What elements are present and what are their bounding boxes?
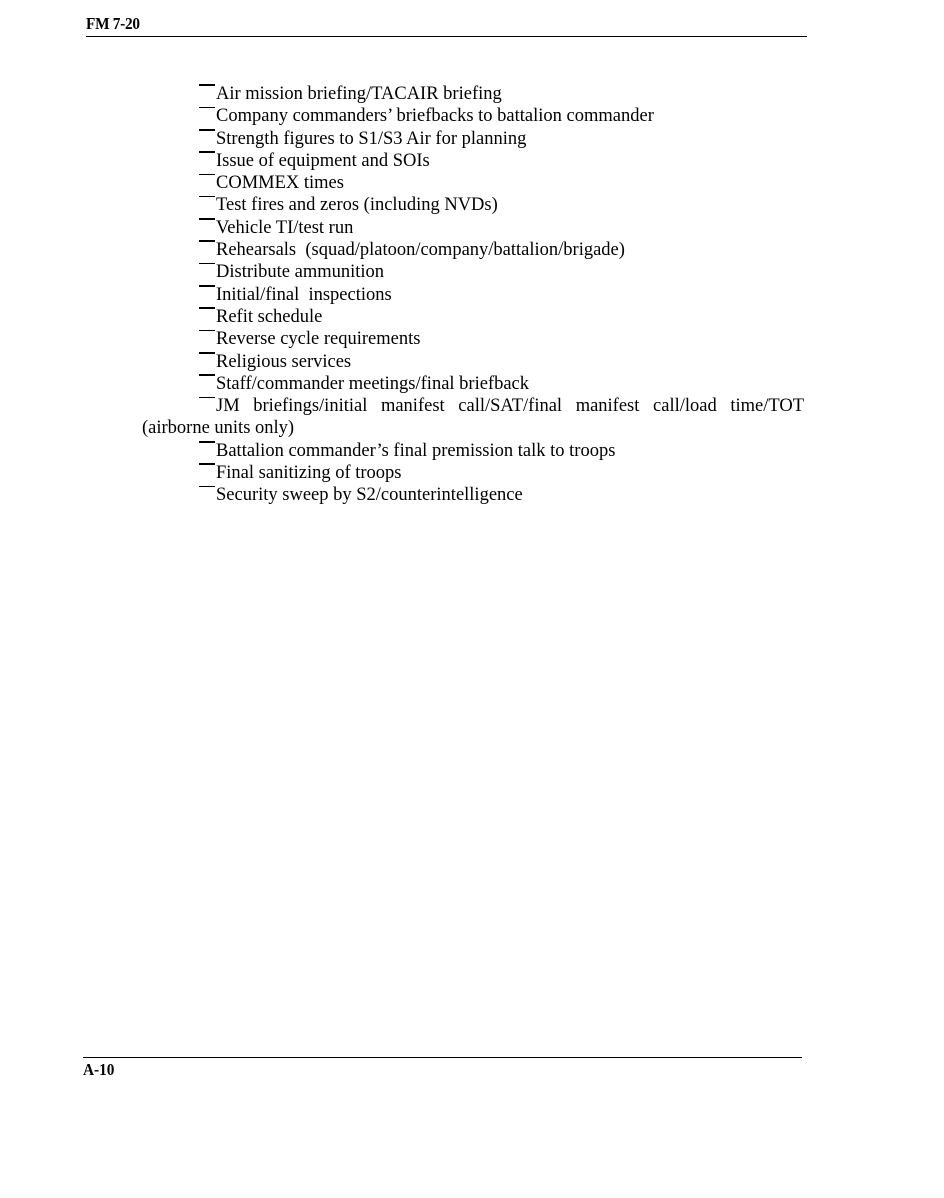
list-item: [142, 440, 804, 462]
list-item-text: Rehearsals (squad/platoon/company/battalion/brigade): [216, 240, 625, 261]
list-item-text: Security sweep by S2/counterintelligence: [216, 485, 523, 506]
list-item: [142, 306, 804, 328]
dash-bullet: [199, 486, 215, 488]
dash-bullet: [199, 463, 215, 465]
dash-bullet: [199, 441, 215, 443]
list-item: [142, 83, 804, 105]
list-item: [142, 395, 804, 440]
list-item-text: Refit schedule: [216, 306, 323, 327]
list-item: [142, 284, 804, 306]
list-item: [142, 328, 804, 350]
dash-bullet: [199, 374, 215, 376]
list-item-text: JM briefings/initial manifest call/SAT/final manifest call/load time/TOT (airborne units only): [142, 396, 804, 439]
list-item-text: COMMEX times: [216, 173, 344, 194]
list-item-text: Religious services: [216, 351, 352, 372]
list-item-text: Final sanitizing of troops: [216, 463, 402, 484]
list-item: [142, 484, 804, 506]
list-item: [142, 351, 804, 373]
list-item-text: Initial/final inspections: [216, 284, 392, 305]
dash-bullet: [199, 263, 215, 265]
list-item: [142, 261, 804, 283]
page-header: [86, 12, 807, 37]
list-item-text: Air mission briefing/TACAIR briefing: [216, 84, 502, 104]
dash-bullet: [199, 285, 215, 287]
page-number: A-10: [83, 1060, 115, 1079]
dash-bullet: [199, 196, 215, 198]
checklist: [142, 83, 804, 507]
dash-bullet: [199, 330, 215, 332]
list-item: [142, 105, 804, 127]
dash-bullet: [199, 240, 215, 242]
list-item: [142, 150, 804, 172]
dash-bullet: [199, 307, 215, 309]
dash-bullet: [199, 129, 215, 131]
list-item-text: Vehicle TI/test run: [216, 217, 354, 238]
list-item: [142, 172, 804, 194]
list-item-text: Test fires and zeros (including NVDs): [216, 195, 498, 216]
dash-bullet: [199, 352, 215, 354]
list-item: [142, 194, 804, 216]
list-item: [142, 217, 804, 239]
list-item: [142, 239, 804, 261]
list-item-text: Reverse cycle requirements: [216, 329, 421, 350]
list-item-text: Company commanders’ briefbacks to battalion commander: [216, 106, 654, 127]
list-item-text: Staff/commander meetings/final briefback: [216, 373, 530, 394]
dash-bullet: [199, 397, 215, 399]
list-item: [142, 462, 804, 484]
header-title: FM 7-20: [86, 14, 140, 33]
dash-bullet: [199, 151, 215, 153]
list-item-text: Issue of equipment and SOIs: [216, 150, 430, 171]
dash-bullet: [199, 174, 215, 176]
dash-bullet: [199, 218, 215, 220]
list-item: [142, 128, 804, 150]
list-item-text: Battalion commander’s final premission talk to troops: [216, 440, 616, 461]
list-item-text: Strength figures to S1/S3 Air for planning: [216, 128, 527, 149]
dash-bullet: [199, 107, 215, 109]
page-footer: [83, 1057, 802, 1079]
dash-bullet: [199, 84, 215, 86]
list-item: [142, 373, 804, 395]
list-item-text: Distribute ammunition: [216, 262, 385, 283]
